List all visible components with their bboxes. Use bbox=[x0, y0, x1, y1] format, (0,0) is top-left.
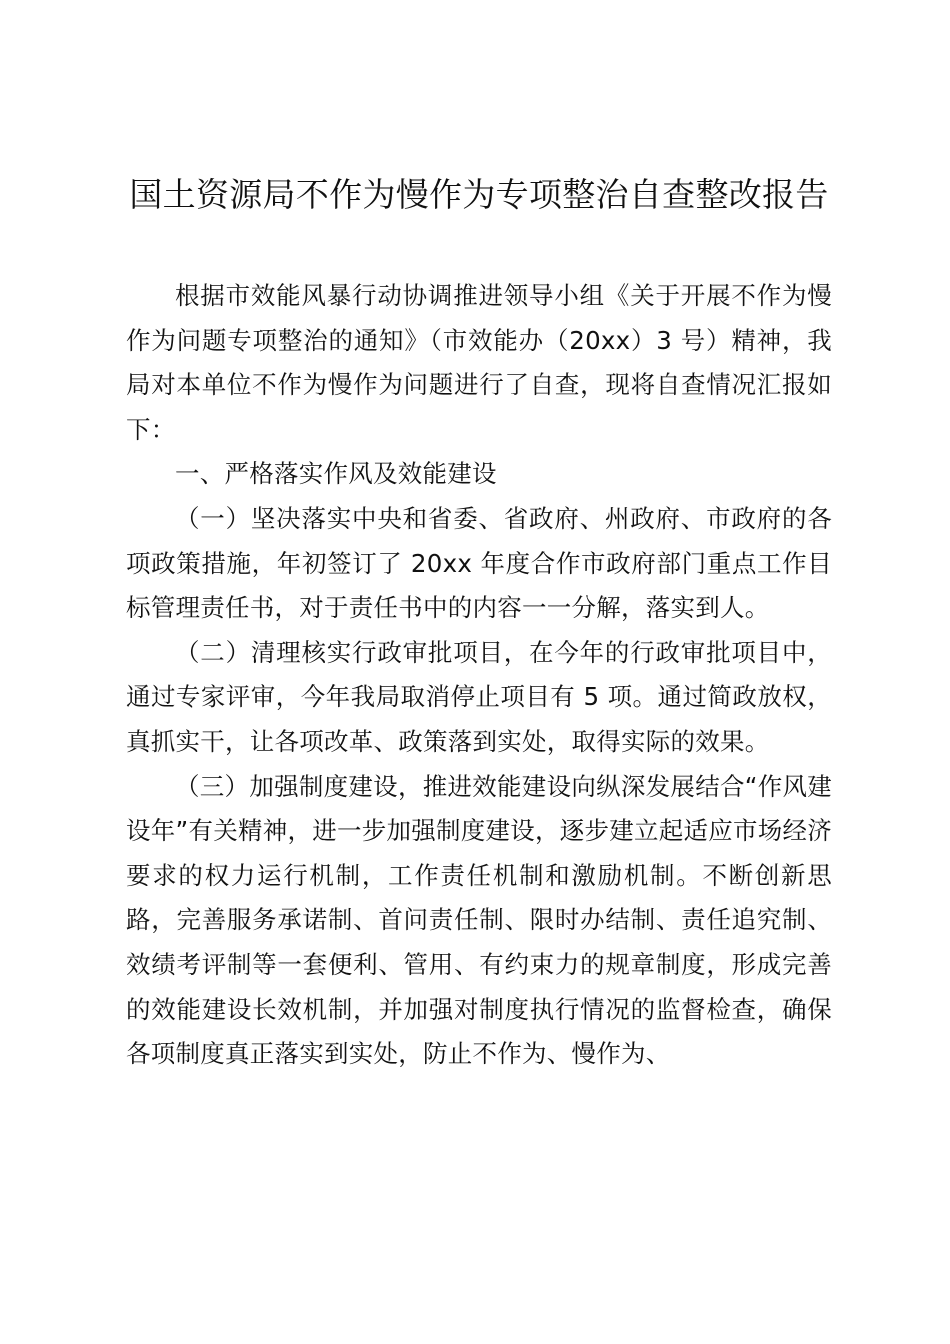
subsection-paragraph-2: （二）清理核实行政审批项目，在今年的行政审批项目中，通过专家评审，今年我局取消停止项目有 5 项。通过简政放权，真抓实干，让各项改革、政策落到实处，取得实际的效果。 bbox=[126, 637, 832, 756]
subsection-paragraph-1: （一）坚决落实中央和省委、省政府、州政府、市政府的各项政策措施，年初签订了 20xx 年度合作市政府部门重点工作目标管理责任书，对于责任书中的内容一一分解，落实到人。 bbox=[126, 503, 832, 623]
document-body bbox=[126, 274, 832, 1077]
subsection-paragraph-3: （三）加强制度建设，推进效能建设向纵深发展结合“作风建设年”有关精神，进一步加强制度建设，逐步建立起适应市场经济要求的权力运行机制，工作责任机制和激励机制。不断创新思路，完善服务承诺制、首问责任制、限时办结制、责任追究制、效绩考评制等一套便利、管用、有约束力的规章制度，形成完善的效能建设长效机制，并加强对制度执行情况的监督检查，确保各项制度真正落实到实处，防止不作为、慢作为、 bbox=[126, 771, 832, 1069]
section-heading-1: 一、严格落实作风及效能建设 bbox=[175, 459, 497, 489]
intro-paragraph: 根据市效能风暴行动协调推进领导小组《关于开展不作为慢作为问题专项整治的通知》（市效能办（20xx）3 号）精神，我局对本单位不作为慢作为问题进行了自查，现将自查情况汇报如下： bbox=[126, 281, 832, 444]
document-title: 国土资源局不作为慢作为专项整治自查整改报告 bbox=[129, 175, 829, 214]
